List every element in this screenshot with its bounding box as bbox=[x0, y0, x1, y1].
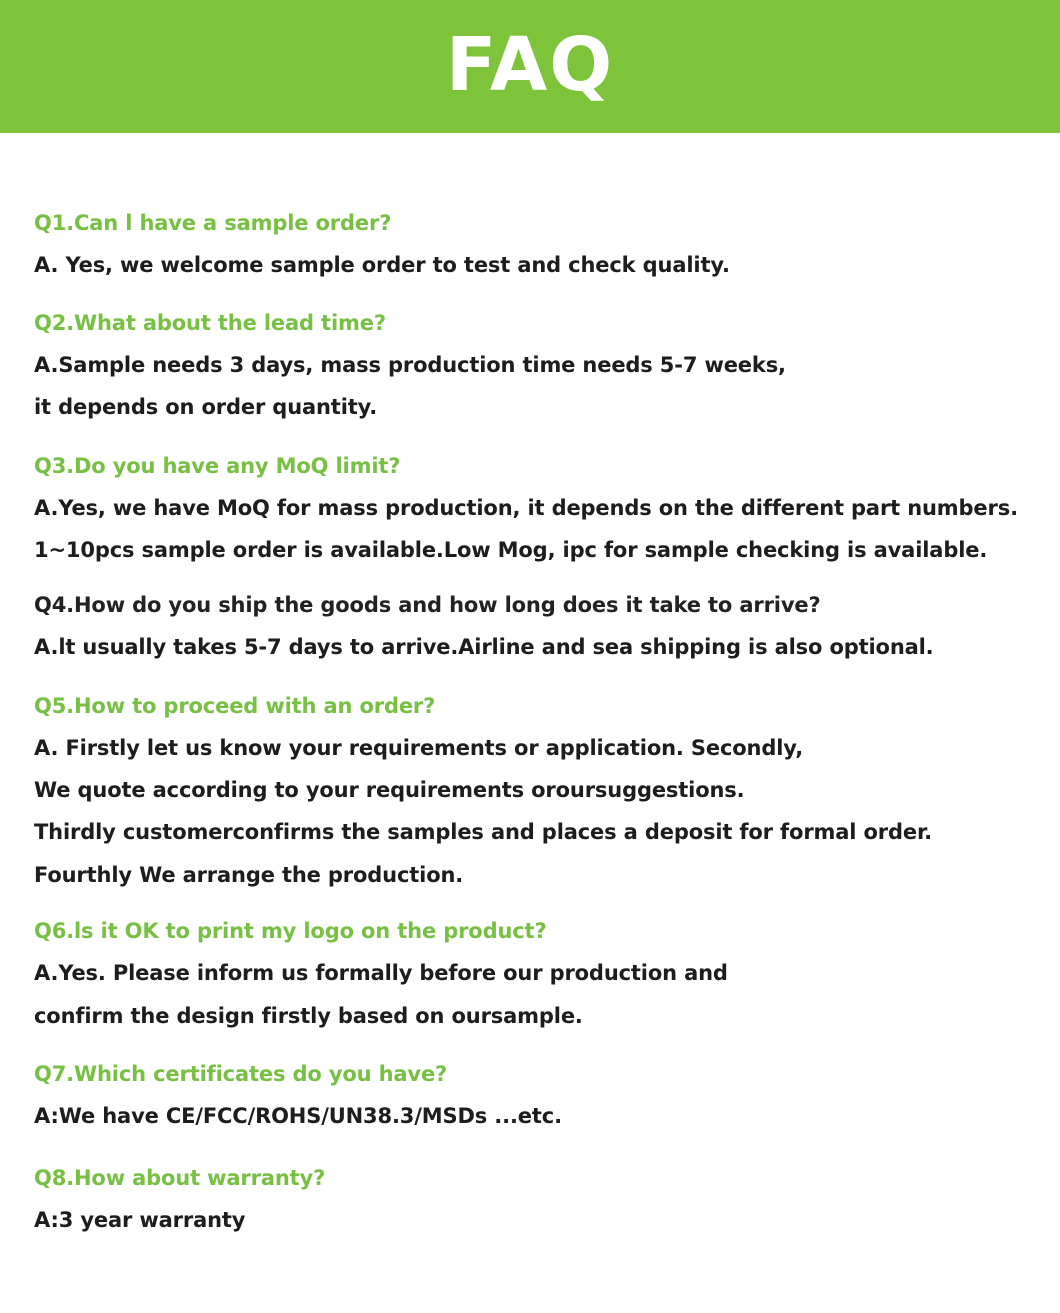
faq-answer-8-line-1: A:3 year warranty bbox=[34, 1208, 246, 1232]
faq-answer-1-line-1: A. Yes, we welcome sample order to test and check quality. bbox=[34, 253, 730, 277]
faq-answer-5-line-3: Thirdly customerconfirms the samples and places a deposit for formal order. bbox=[34, 820, 932, 844]
faq-answer-2-line-2: it depends on order quantity. bbox=[34, 395, 378, 419]
faq-answer-5-line-1: A. Firstly let us know your requirements or application. Secondly, bbox=[34, 736, 804, 760]
faq-question-7: Q7.Which certificates do you have? bbox=[34, 1062, 448, 1086]
faq-answer-5-line-4: Fourthly We arrange the production. bbox=[34, 863, 464, 887]
faq-answer-4-line-1: A.lt usually takes 5-7 days to arrive.Airline and sea shipping is also optional. bbox=[34, 635, 934, 659]
faq-answer-3-line-1: A.Yes, we have MoQ for mass production, it depends on the different part numbers. bbox=[34, 496, 1018, 520]
faq-question-4: Q4.How do you ship the goods and how long does it take to arrive? bbox=[34, 593, 821, 617]
faq-answer-5-line-2: We quote according to your requirements oroursuggestions. bbox=[34, 778, 745, 802]
faq-answer-2-line-1: A.Sample needs 3 days, mass production time needs 5-7 weeks, bbox=[34, 353, 786, 377]
page-title: FAQ bbox=[445, 21, 615, 108]
faq-question-5: Q5.How to proceed with an order? bbox=[34, 694, 436, 718]
faq-answer-6-line-2: confirm the design firstly based on oursample. bbox=[34, 1004, 583, 1028]
faq-question-3: Q3.Do you have any MoQ limit? bbox=[34, 454, 401, 478]
faq-question-2: Q2.What about the lead time? bbox=[34, 311, 386, 335]
faq-answer-6-line-1: A.Yes. Please inform us formally before our production and bbox=[34, 961, 728, 985]
faq-question-8: Q8.How about warranty? bbox=[34, 1166, 326, 1190]
faq-question-6: Q6.ls it OK to print my logo on the product? bbox=[34, 919, 547, 943]
faq-answer-3-line-2: 1~10pcs sample order is available.Low Mog, ipc for sample checking is available. bbox=[34, 538, 988, 562]
faq-answer-7-line-1: A:We have CE/FCC/ROHS/UN38.3/MSDs ...etc. bbox=[34, 1104, 562, 1128]
faq-question-1: Q1.Can l have a sample order? bbox=[34, 211, 392, 235]
header-banner bbox=[0, 0, 1060, 133]
